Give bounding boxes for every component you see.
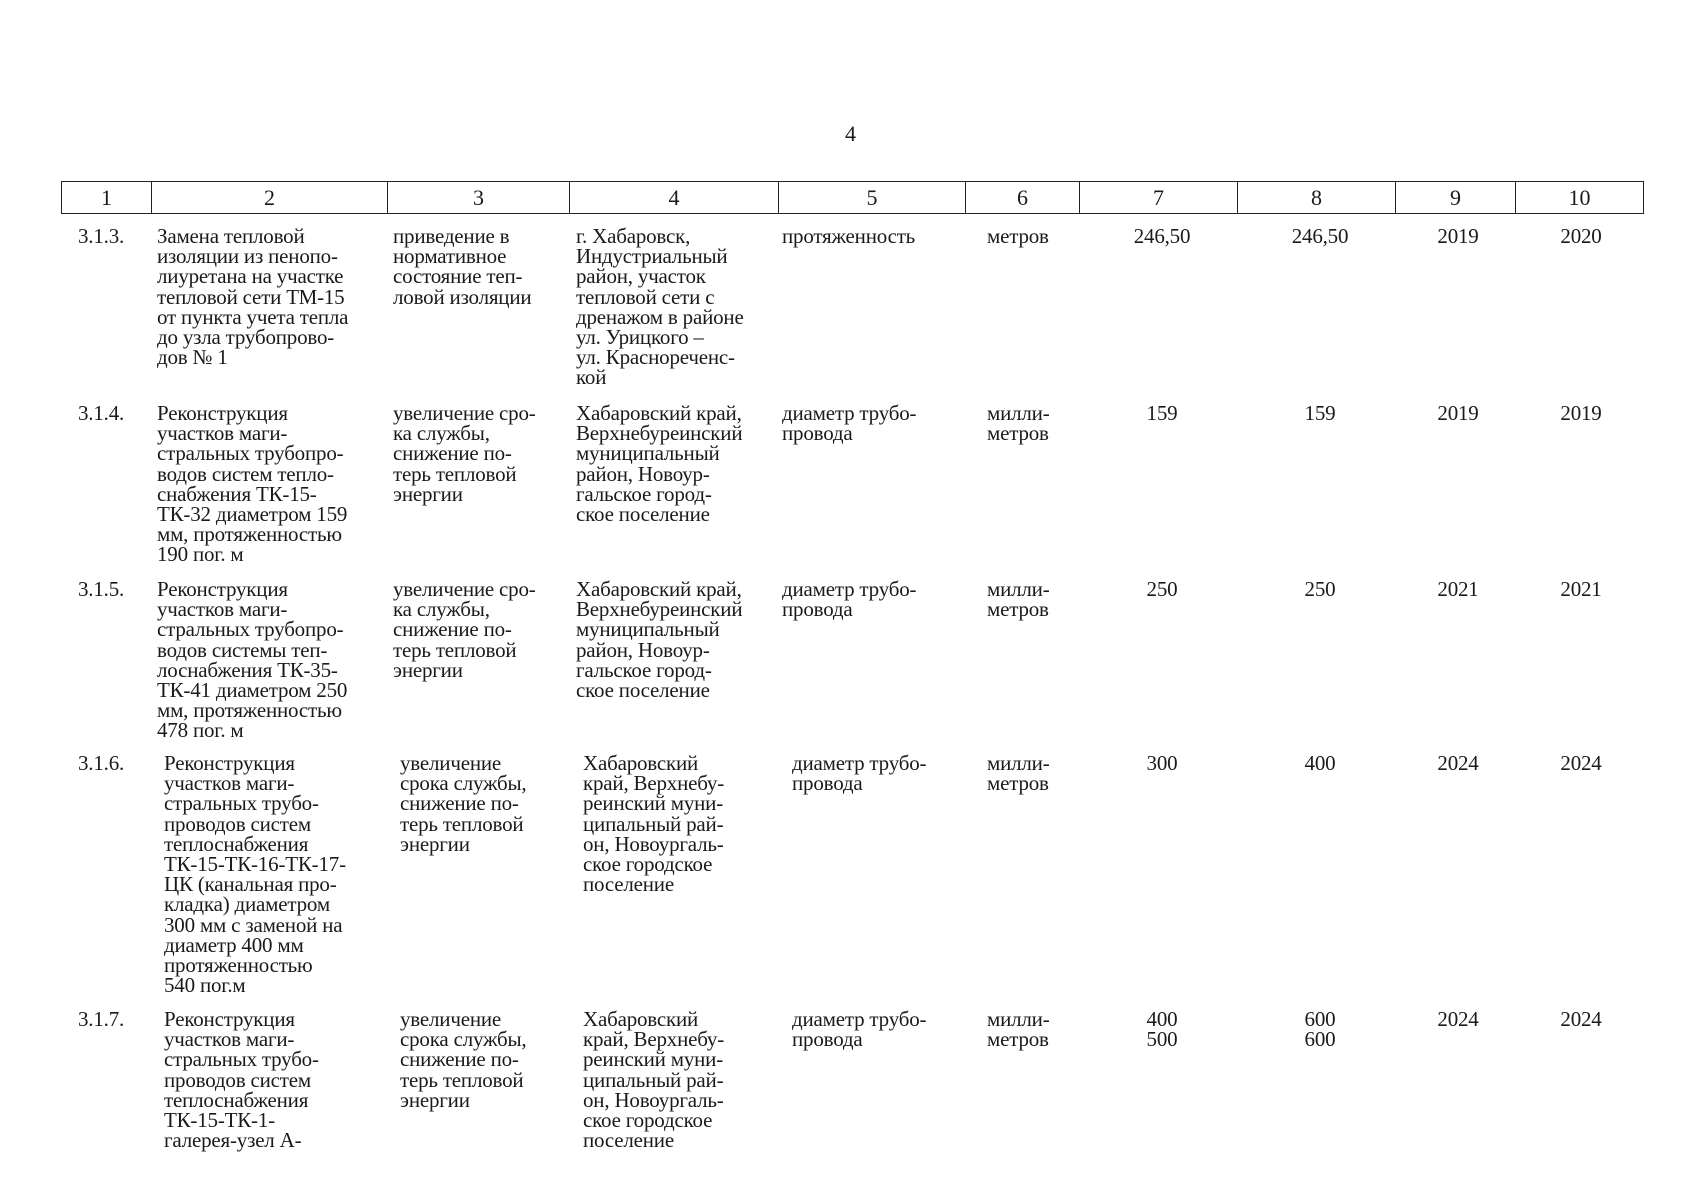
value-col-9: 2019	[1437, 401, 1479, 425]
value-col-9: 2024	[1437, 1007, 1479, 1031]
row-number: 3.1.5.	[78, 577, 125, 601]
measure-unit: метров	[987, 224, 1049, 248]
value-col-10: 2019	[1560, 401, 1602, 425]
measure-unit: милли- метров	[987, 751, 1050, 796]
header-col-4: 4	[570, 182, 779, 214]
measure-name: Реконструкция участков маги- стральных трубо- проводов систем теплоснабжения ТК-15-ТК-1- галерея-узел А-	[164, 1007, 319, 1153]
row-number: 3.1.3.	[78, 224, 125, 248]
measure-location: г. Хабаровск, Индустриальный район, участок тепловой сети с дренажом в районе ул. Урицкого – ул. Краснореченс- кой	[576, 224, 744, 390]
value-col-7: 300	[1146, 751, 1178, 775]
header-col-8: 8	[1238, 182, 1396, 214]
header-col-1: 1	[62, 182, 152, 214]
value-col-9: 2021	[1437, 577, 1479, 601]
measure-location: Хабаровский край, Верхнебуреинский муниципальный район, Новоур- гальское город- ское поселение	[576, 577, 743, 703]
header-col-5: 5	[779, 182, 966, 214]
value-col-8: 246,50	[1291, 224, 1349, 248]
row-number: 3.1.4.	[78, 401, 125, 425]
measure-unit: милли- метров	[987, 1007, 1050, 1052]
measure-purpose: увеличение сро- ка службы, снижение по- терь тепловой энергии	[393, 401, 536, 506]
header-col-7: 7	[1080, 182, 1238, 214]
value-col-10: 2024	[1560, 751, 1602, 775]
value-col-10: 2020	[1560, 224, 1602, 248]
measure-location: Хабаровский край, Верхнебу- реинский муни- ципальный рай- он, Новоургаль- ское городское поселение	[583, 751, 725, 897]
measure-indicator: диаметр трубо- провода	[782, 401, 917, 446]
page-number: 4	[845, 121, 856, 146]
value-col-9: 2024	[1437, 751, 1479, 775]
column-number-header	[61, 181, 1644, 214]
measure-unit: милли- метров	[987, 577, 1050, 622]
header-col-2: 2	[152, 182, 388, 214]
value-col-7: 400 500	[1146, 1007, 1178, 1052]
value-col-10: 2024	[1560, 1007, 1602, 1031]
value-col-8: 250	[1304, 577, 1336, 601]
header-col-6: 6	[966, 182, 1080, 214]
measure-name: Реконструкция участков маги- стральных трубопро- водов систем тепло- снабжения ТК-15- ТК-32 диаметром 159 мм, протяженностью 190 пог. м	[157, 401, 348, 567]
measure-purpose: приведение в нормативное состояние теп- ловой изоляции	[393, 224, 532, 309]
value-col-8: 400	[1304, 751, 1336, 775]
header-col-3: 3	[388, 182, 570, 214]
measure-location: Хабаровский край, Верхнебуреинский муниципальный район, Новоур- гальское город- ское поселение	[576, 401, 743, 527]
value-col-7: 246,50	[1133, 224, 1191, 248]
value-col-9: 2019	[1437, 224, 1479, 248]
measure-purpose: увеличение срока службы, снижение по- терь тепловой энергии	[400, 751, 527, 856]
value-col-7: 250	[1146, 577, 1178, 601]
value-col-7: 159	[1146, 401, 1178, 425]
measure-name: Замена тепловой изоляции из пенопо- лиуретана на участке тепловой сети ТМ-15 от пункта учета тепла до узла трубопрово- дов № 1	[157, 224, 349, 370]
measure-unit: милли- метров	[987, 401, 1050, 446]
measure-name: Реконструкция участков маги- стральных трубопро- водов системы теп- лоснабжения ТК-35- ТК-41 диаметром 250 мм, протяженностью 478 пог. м	[157, 577, 348, 743]
measure-location: Хабаровский край, Верхнебу- реинский муни- ципальный рай- он, Новоургаль- ское городское поселение	[583, 1007, 725, 1153]
header-col-10: 10	[1516, 182, 1644, 214]
value-col-10: 2021	[1560, 577, 1602, 601]
measure-indicator: протяженность	[782, 224, 916, 248]
measure-purpose: увеличение срока службы, снижение по- терь тепловой энергии	[400, 1007, 527, 1112]
header-col-9: 9	[1396, 182, 1516, 214]
measure-indicator: диаметр трубо- провода	[792, 1007, 927, 1052]
measure-indicator: диаметр трубо- провода	[782, 577, 917, 622]
row-number: 3.1.7.	[78, 1007, 125, 1031]
value-col-8: 159	[1304, 401, 1336, 425]
measure-indicator: диаметр трубо- провода	[792, 751, 927, 796]
row-number: 3.1.6.	[78, 751, 125, 775]
measure-name: Реконструкция участков маги- стральных трубо- проводов систем теплоснабжения ТК-15-ТК-16-ТК-17- ЦК (канальная про- кладка) диаметром 300 мм с заменой на диаметр 400 мм протяженностью 540 пог.м	[164, 751, 346, 998]
value-col-8: 600 600	[1304, 1007, 1336, 1052]
measure-purpose: увеличение сро- ка службы, снижение по- терь тепловой энергии	[393, 577, 536, 682]
